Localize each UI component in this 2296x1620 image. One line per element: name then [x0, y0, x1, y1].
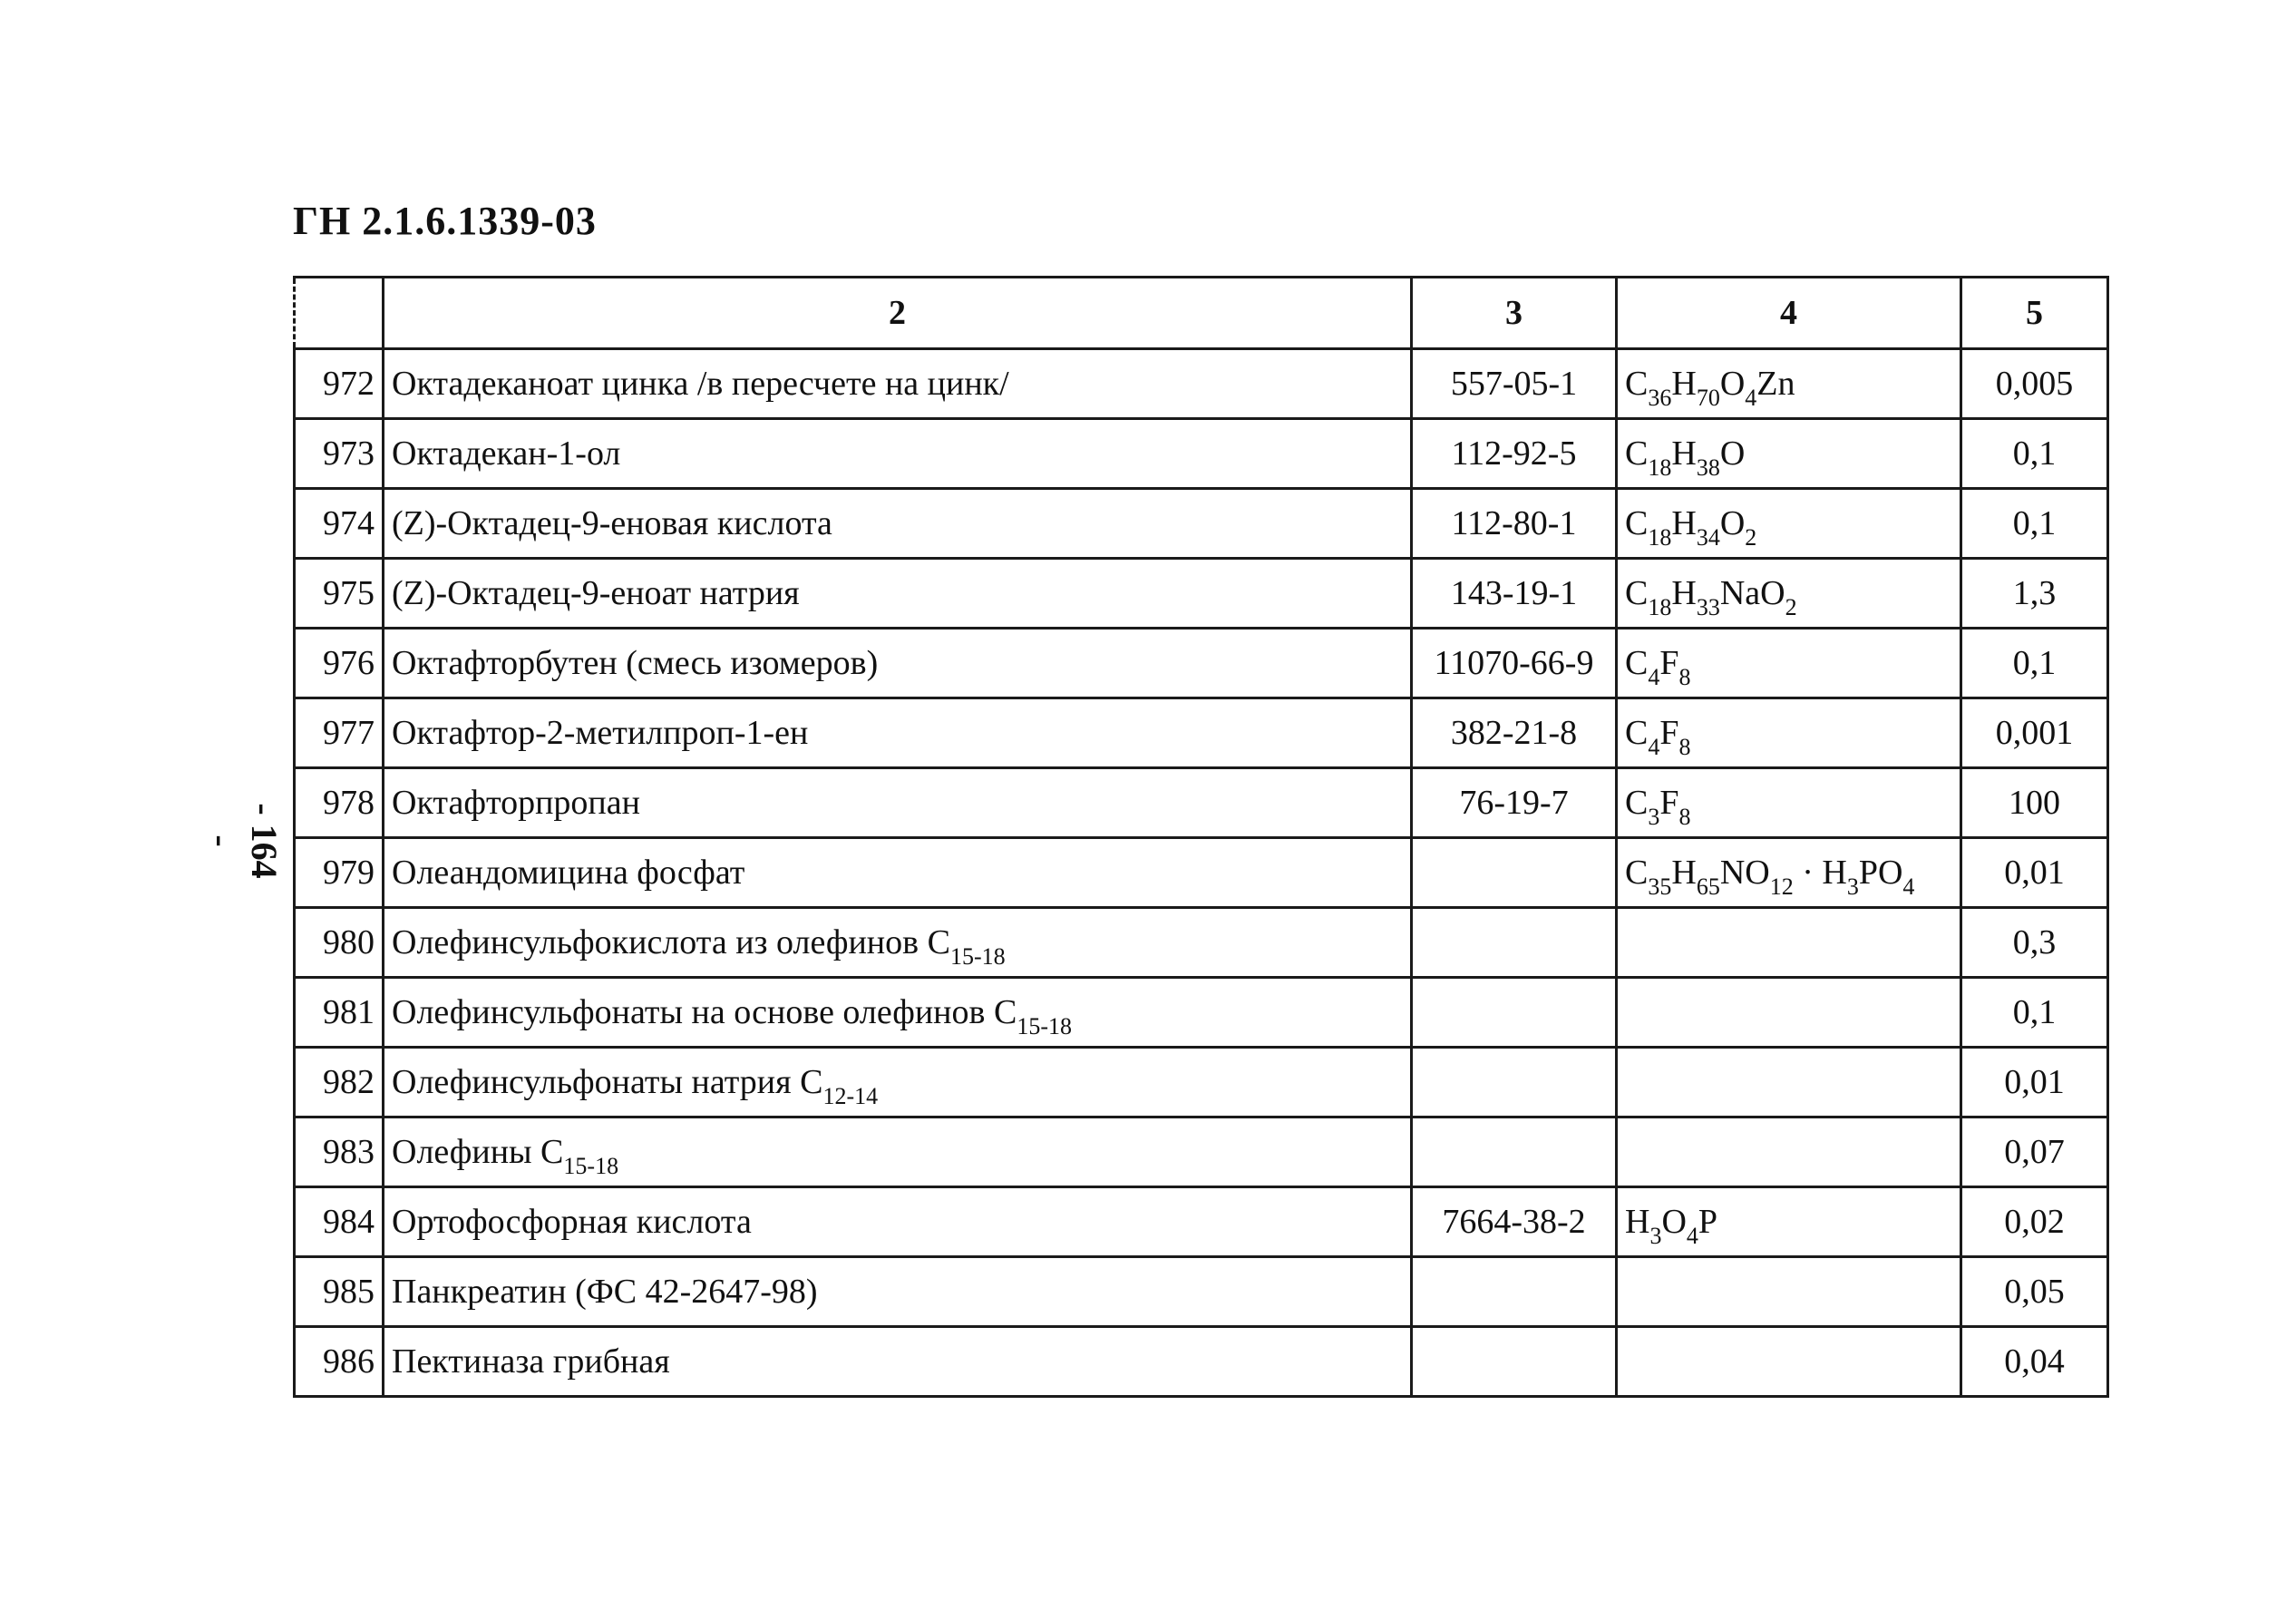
substance-name-text: Олеандомицина фосфат — [392, 854, 745, 892]
substance-name — [384, 1257, 1412, 1327]
substance-name — [384, 698, 1412, 768]
concentration-value: 0,07 — [1961, 1117, 2108, 1187]
substance-name — [384, 559, 1412, 629]
formula-element: P — [1698, 1203, 1718, 1241]
concentration-value: 0,01 — [1961, 838, 2108, 908]
concentration-value: 100 — [1961, 768, 2108, 838]
formula-element: O — [1719, 434, 1746, 473]
row-number: 973 — [295, 419, 384, 489]
table-row — [295, 838, 2108, 908]
concentration-value: 0,1 — [1961, 419, 2108, 489]
substance-name — [384, 629, 1412, 698]
chemical-formula — [1617, 1327, 1961, 1397]
concentration-value: 0,3 — [1961, 908, 2108, 978]
header-cell-1 — [295, 278, 384, 349]
substance-name-text: Октадекан-1-ол — [392, 434, 621, 473]
concentration-value: 0,1 — [1961, 489, 2108, 559]
cas-number — [1412, 978, 1617, 1048]
concentration-value: 0,1 — [1961, 629, 2108, 698]
header-cell-4: 4 — [1617, 278, 1961, 349]
header-cell-5: 5 — [1961, 278, 2108, 349]
substance-name — [384, 489, 1412, 559]
table-header-row — [295, 278, 2108, 349]
cas-number: 7664-38-2 — [1412, 1187, 1617, 1257]
row-number: 982 — [295, 1048, 384, 1117]
chemical-formula — [1617, 698, 1961, 768]
table-row — [295, 1187, 2108, 1257]
row-number: 984 — [295, 1187, 384, 1257]
formula-element: H — [1671, 574, 1697, 612]
formula-element: F — [1659, 714, 1679, 752]
formula-element: C — [1625, 854, 1649, 892]
cas-number: 76-19-7 — [1412, 768, 1617, 838]
formula-subscript: 8 — [1678, 804, 1691, 830]
substance-name-text: Олефинсульфонаты натрия C — [392, 1063, 823, 1101]
concentration-value: 0,001 — [1961, 698, 2108, 768]
concentration-value: 0,02 — [1961, 1187, 2108, 1257]
substance-name — [384, 419, 1412, 489]
row-number: 978 — [295, 768, 384, 838]
formula-element: · H — [1793, 854, 1847, 892]
formula-element: PO — [1858, 854, 1903, 892]
formula-element: H — [1671, 854, 1697, 892]
formula-subscript: 3 — [1846, 873, 1859, 900]
formula-element: F — [1659, 784, 1679, 822]
cas-number: 11070-66-9 — [1412, 629, 1617, 698]
formula-subscript: 3 — [1648, 804, 1660, 830]
substance-name-text: Пектиназа грибная — [392, 1342, 670, 1381]
formula-subscript: 8 — [1678, 664, 1691, 690]
chemical-formula — [1617, 768, 1961, 838]
substance-name — [384, 1048, 1412, 1117]
chemical-formula — [1617, 629, 1961, 698]
formula-element: F — [1659, 644, 1679, 682]
cas-number: 382-21-8 — [1412, 698, 1617, 768]
row-number: 972 — [295, 349, 384, 419]
table-row — [295, 978, 2108, 1048]
formula-element: H — [1671, 504, 1697, 542]
formula-subscript: 38 — [1696, 454, 1720, 481]
table-row — [295, 489, 2108, 559]
concentration-value: 0,005 — [1961, 349, 2108, 419]
row-number: 985 — [295, 1257, 384, 1327]
formula-subscript: 4 — [1648, 734, 1660, 760]
substance-name-text: Панкреатин (ФС 42-2647-98) — [392, 1273, 818, 1311]
chemical-formula — [1617, 1187, 1961, 1257]
concentration-value: 0,05 — [1961, 1257, 2108, 1327]
formula-element: C — [1625, 714, 1649, 752]
formula-element: H — [1625, 1203, 1650, 1241]
row-number: 980 — [295, 908, 384, 978]
substance-table — [293, 276, 2109, 1398]
substance-name — [384, 908, 1412, 978]
table-row — [295, 349, 2108, 419]
formula-element: O — [1719, 365, 1746, 403]
concentration-value: 0,01 — [1961, 1048, 2108, 1117]
page-number: - 164 - — [201, 803, 285, 879]
row-number: 974 — [295, 489, 384, 559]
formula-subscript: 35 — [1648, 873, 1672, 900]
row-number: 979 — [295, 838, 384, 908]
formula-element: H — [1671, 365, 1697, 403]
cas-number: 143-19-1 — [1412, 559, 1617, 629]
formula-element: C — [1625, 504, 1649, 542]
row-number: 975 — [295, 559, 384, 629]
cas-number — [1412, 1327, 1617, 1397]
formula-element: Zn — [1756, 365, 1795, 403]
substance-name-text: Ортофосфорная кислота — [392, 1203, 752, 1241]
concentration-value: 1,3 — [1961, 559, 2108, 629]
table-row — [295, 1327, 2108, 1397]
substance-name — [384, 1187, 1412, 1257]
substance-name-text: (Z)-Октадец-9-еноат натрия — [392, 574, 800, 612]
header-cell-2: 2 — [384, 278, 1412, 349]
formula-subscript: 18 — [1648, 594, 1672, 620]
chemical-formula — [1617, 908, 1961, 978]
chemical-formula — [1617, 838, 1961, 908]
substance-name — [384, 349, 1412, 419]
substance-name-text: Олефины C — [392, 1133, 564, 1171]
formula-subscript: 4 — [1648, 664, 1660, 690]
substance-name-subscript: 15-18 — [1017, 1013, 1072, 1039]
formula-subscript: 8 — [1678, 734, 1691, 760]
cas-number — [1412, 908, 1617, 978]
chemical-formula — [1617, 349, 1961, 419]
row-number: 986 — [295, 1327, 384, 1397]
cas-number — [1412, 1048, 1617, 1117]
cas-number: 112-80-1 — [1412, 489, 1617, 559]
substance-name — [384, 768, 1412, 838]
substance-name-text: Олефинсульфонаты на основе олефинов C — [392, 993, 1017, 1031]
substance-name-text: Октафторбутен (смесь изомеров) — [392, 644, 879, 682]
formula-element: O — [1719, 504, 1746, 542]
formula-subscript: 34 — [1696, 524, 1720, 551]
cas-number — [1412, 1117, 1617, 1187]
formula-subscript: 4 — [1902, 873, 1915, 900]
formula-element: C — [1625, 365, 1649, 403]
chemical-formula — [1617, 1117, 1961, 1187]
substance-name-subscript: 15-18 — [563, 1153, 619, 1179]
formula-subscript: 18 — [1648, 524, 1672, 551]
table-row — [295, 629, 2108, 698]
table-row — [295, 768, 2108, 838]
header-cell-3: 3 — [1412, 278, 1617, 349]
substance-name-text: Октафторпропан — [392, 784, 640, 822]
chemical-formula — [1617, 1257, 1961, 1327]
row-number: 981 — [295, 978, 384, 1048]
row-number: 976 — [295, 629, 384, 698]
row-number: 983 — [295, 1117, 384, 1187]
substance-name — [384, 1117, 1412, 1187]
table-row — [295, 1257, 2108, 1327]
chemical-formula — [1617, 489, 1961, 559]
substance-name-text: Октафтор-2-метилпроп-1-ен — [392, 714, 809, 752]
cas-number: 112-92-5 — [1412, 419, 1617, 489]
formula-element: O — [1661, 1203, 1687, 1241]
formula-element: C — [1625, 784, 1649, 822]
formula-subscript: 4 — [1686, 1223, 1698, 1249]
table-row — [295, 1117, 2108, 1187]
formula-subscript: 65 — [1696, 873, 1720, 900]
cas-number — [1412, 838, 1617, 908]
cas-number — [1412, 1257, 1617, 1327]
formula-subscript: 3 — [1649, 1223, 1662, 1249]
formula-subscript: 12 — [1769, 873, 1794, 900]
cas-number: 557-05-1 — [1412, 349, 1617, 419]
substance-name — [384, 838, 1412, 908]
formula-subscript: 4 — [1745, 385, 1757, 411]
formula-element: NO — [1719, 854, 1770, 892]
table-row — [295, 419, 2108, 489]
substance-name-subscript: 12-14 — [822, 1083, 879, 1109]
table-row — [295, 908, 2108, 978]
document-code: ГН 2.1.6.1339-03 — [293, 199, 597, 243]
substance-name-text: Олефинсульфокислота из олефинов C — [392, 923, 950, 961]
chemical-formula — [1617, 1048, 1961, 1117]
concentration-value: 0,1 — [1961, 978, 2108, 1048]
table-row — [295, 698, 2108, 768]
formula-element: C — [1625, 644, 1649, 682]
table-row — [295, 559, 2108, 629]
formula-element: H — [1671, 434, 1697, 473]
formula-element: C — [1625, 574, 1649, 612]
formula-element: NaO — [1719, 574, 1785, 612]
table-row — [295, 1048, 2108, 1117]
formula-subscript: 2 — [1785, 594, 1797, 620]
formula-subscript: 70 — [1696, 385, 1720, 411]
chemical-formula — [1617, 419, 1961, 489]
formula-subscript: 2 — [1745, 524, 1757, 551]
formula-subscript: 18 — [1648, 454, 1672, 481]
row-number: 977 — [295, 698, 384, 768]
substance-name-subscript: 15-18 — [949, 943, 1006, 970]
chemical-formula — [1617, 559, 1961, 629]
substance-name-text: (Z)-Октадец-9-еновая кислота — [392, 504, 832, 542]
chemical-formula — [1617, 978, 1961, 1048]
substance-name — [384, 1327, 1412, 1397]
concentration-value: 0,04 — [1961, 1327, 2108, 1397]
formula-element: C — [1625, 434, 1649, 473]
substance-name — [384, 978, 1412, 1048]
formula-subscript: 36 — [1648, 385, 1672, 411]
substance-name-text: Октадеканоат цинка /в пересчете на цинк/ — [392, 365, 1009, 403]
formula-subscript: 33 — [1696, 594, 1720, 620]
